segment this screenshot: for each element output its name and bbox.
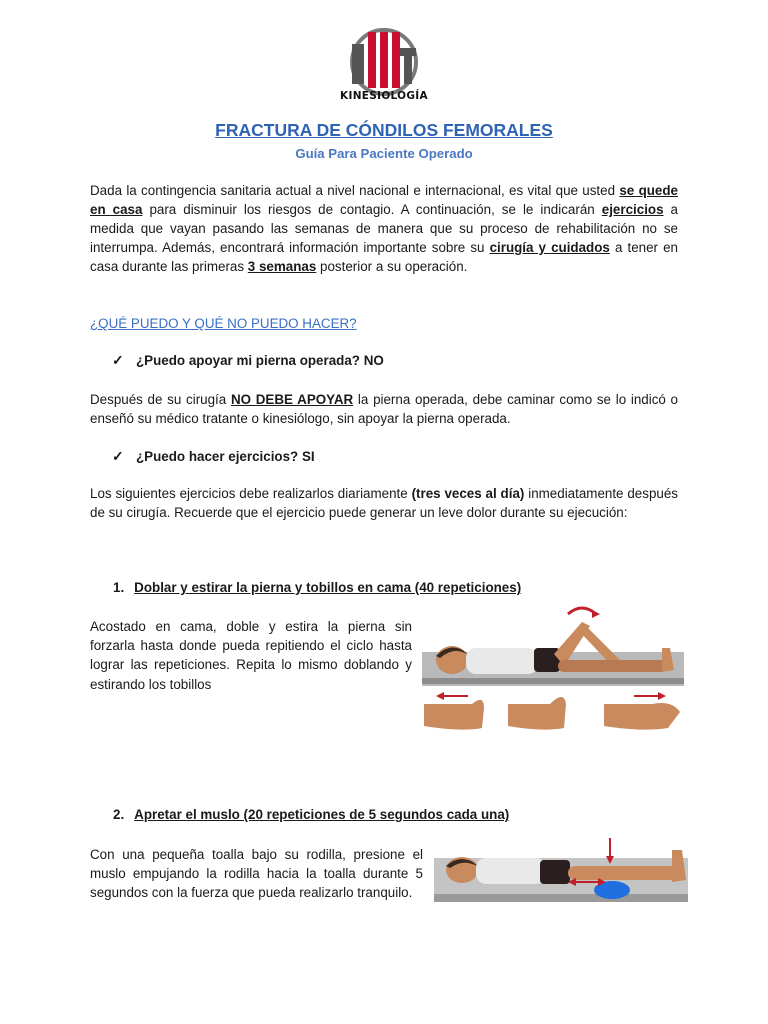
exercise-2-description: Con una pequeña toalla bajo su rodilla, presione el muslo empujando la rodilla hacia la toalla durante 5 segundos con la fuerza que pueda realizarlo tranquilo.	[90, 847, 423, 901]
question-1	[112, 352, 384, 369]
exercise-1-description: Acostado en cama, doble y estira la pierna sin forzarla hasta donde pueda repitiendo el ciclo hasta lograr las repeticiones. Repita lo mismo doblando y estirando los tobillos	[90, 619, 412, 692]
intro-paragraph: Dada la contingencia sanitaria actual a nivel nacional e internacional, es vital que usted se quede en casa para disminuir los riesgos de contagio. A continuación, se le indicarán ejercicios a medida que vayan pasando las semanas de manera que su proceso de rehabilitación no se interrumpa. Además, encontrará información importante sobre su cirugía y cuidados a tener en casa durante las primeras 3 semanas posterior a su operación.	[90, 183, 679, 274]
exercise-2-illustration	[434, 836, 688, 906]
document-subtitle: Guía Para Paciente Operado	[295, 146, 473, 161]
document-title: FRACTURA DE CÓNDILOS FEMORALES	[215, 120, 553, 140]
section-heading: ¿QUÉ PUEDO Y QUÉ NO PUEDO HACER?	[90, 316, 357, 331]
answer-2-paragraph: Los siguientes ejercicios debe realizarlos diariamente (tres veces al día) inmediatamente después de su cirugía. Recuerde que el ejercicio puede generar un leve dolor durante su ejecución:	[90, 486, 678, 520]
checkmark-icon: ✓	[112, 352, 124, 368]
question-2-text: ¿Puedo hacer ejercicios? SI	[136, 449, 315, 464]
question-1-text: ¿Puedo apoyar mi pierna operada? NO	[136, 353, 384, 368]
exercise-2-heading: 2. Apretar el muslo (20 repeticiones de 5 segundos cada una)	[113, 807, 510, 822]
answer-1-paragraph: Después de su cirugía NO DEBE APOYAR la pierna operada, debe caminar como se lo indicó o enseñó su médico tratante o kinesiólogo, sin apoyar la pierna operada.	[90, 392, 679, 426]
question-2	[112, 448, 315, 465]
exercise-1-illustration	[422, 604, 684, 736]
logo-text: KINESIOLOGÍA	[340, 90, 428, 102]
exercise-1-heading: 1. Doblar y estirar la pierna y tobillos en cama (40 repeticiones)	[113, 580, 522, 595]
checkmark-icon: ✓	[112, 448, 124, 464]
